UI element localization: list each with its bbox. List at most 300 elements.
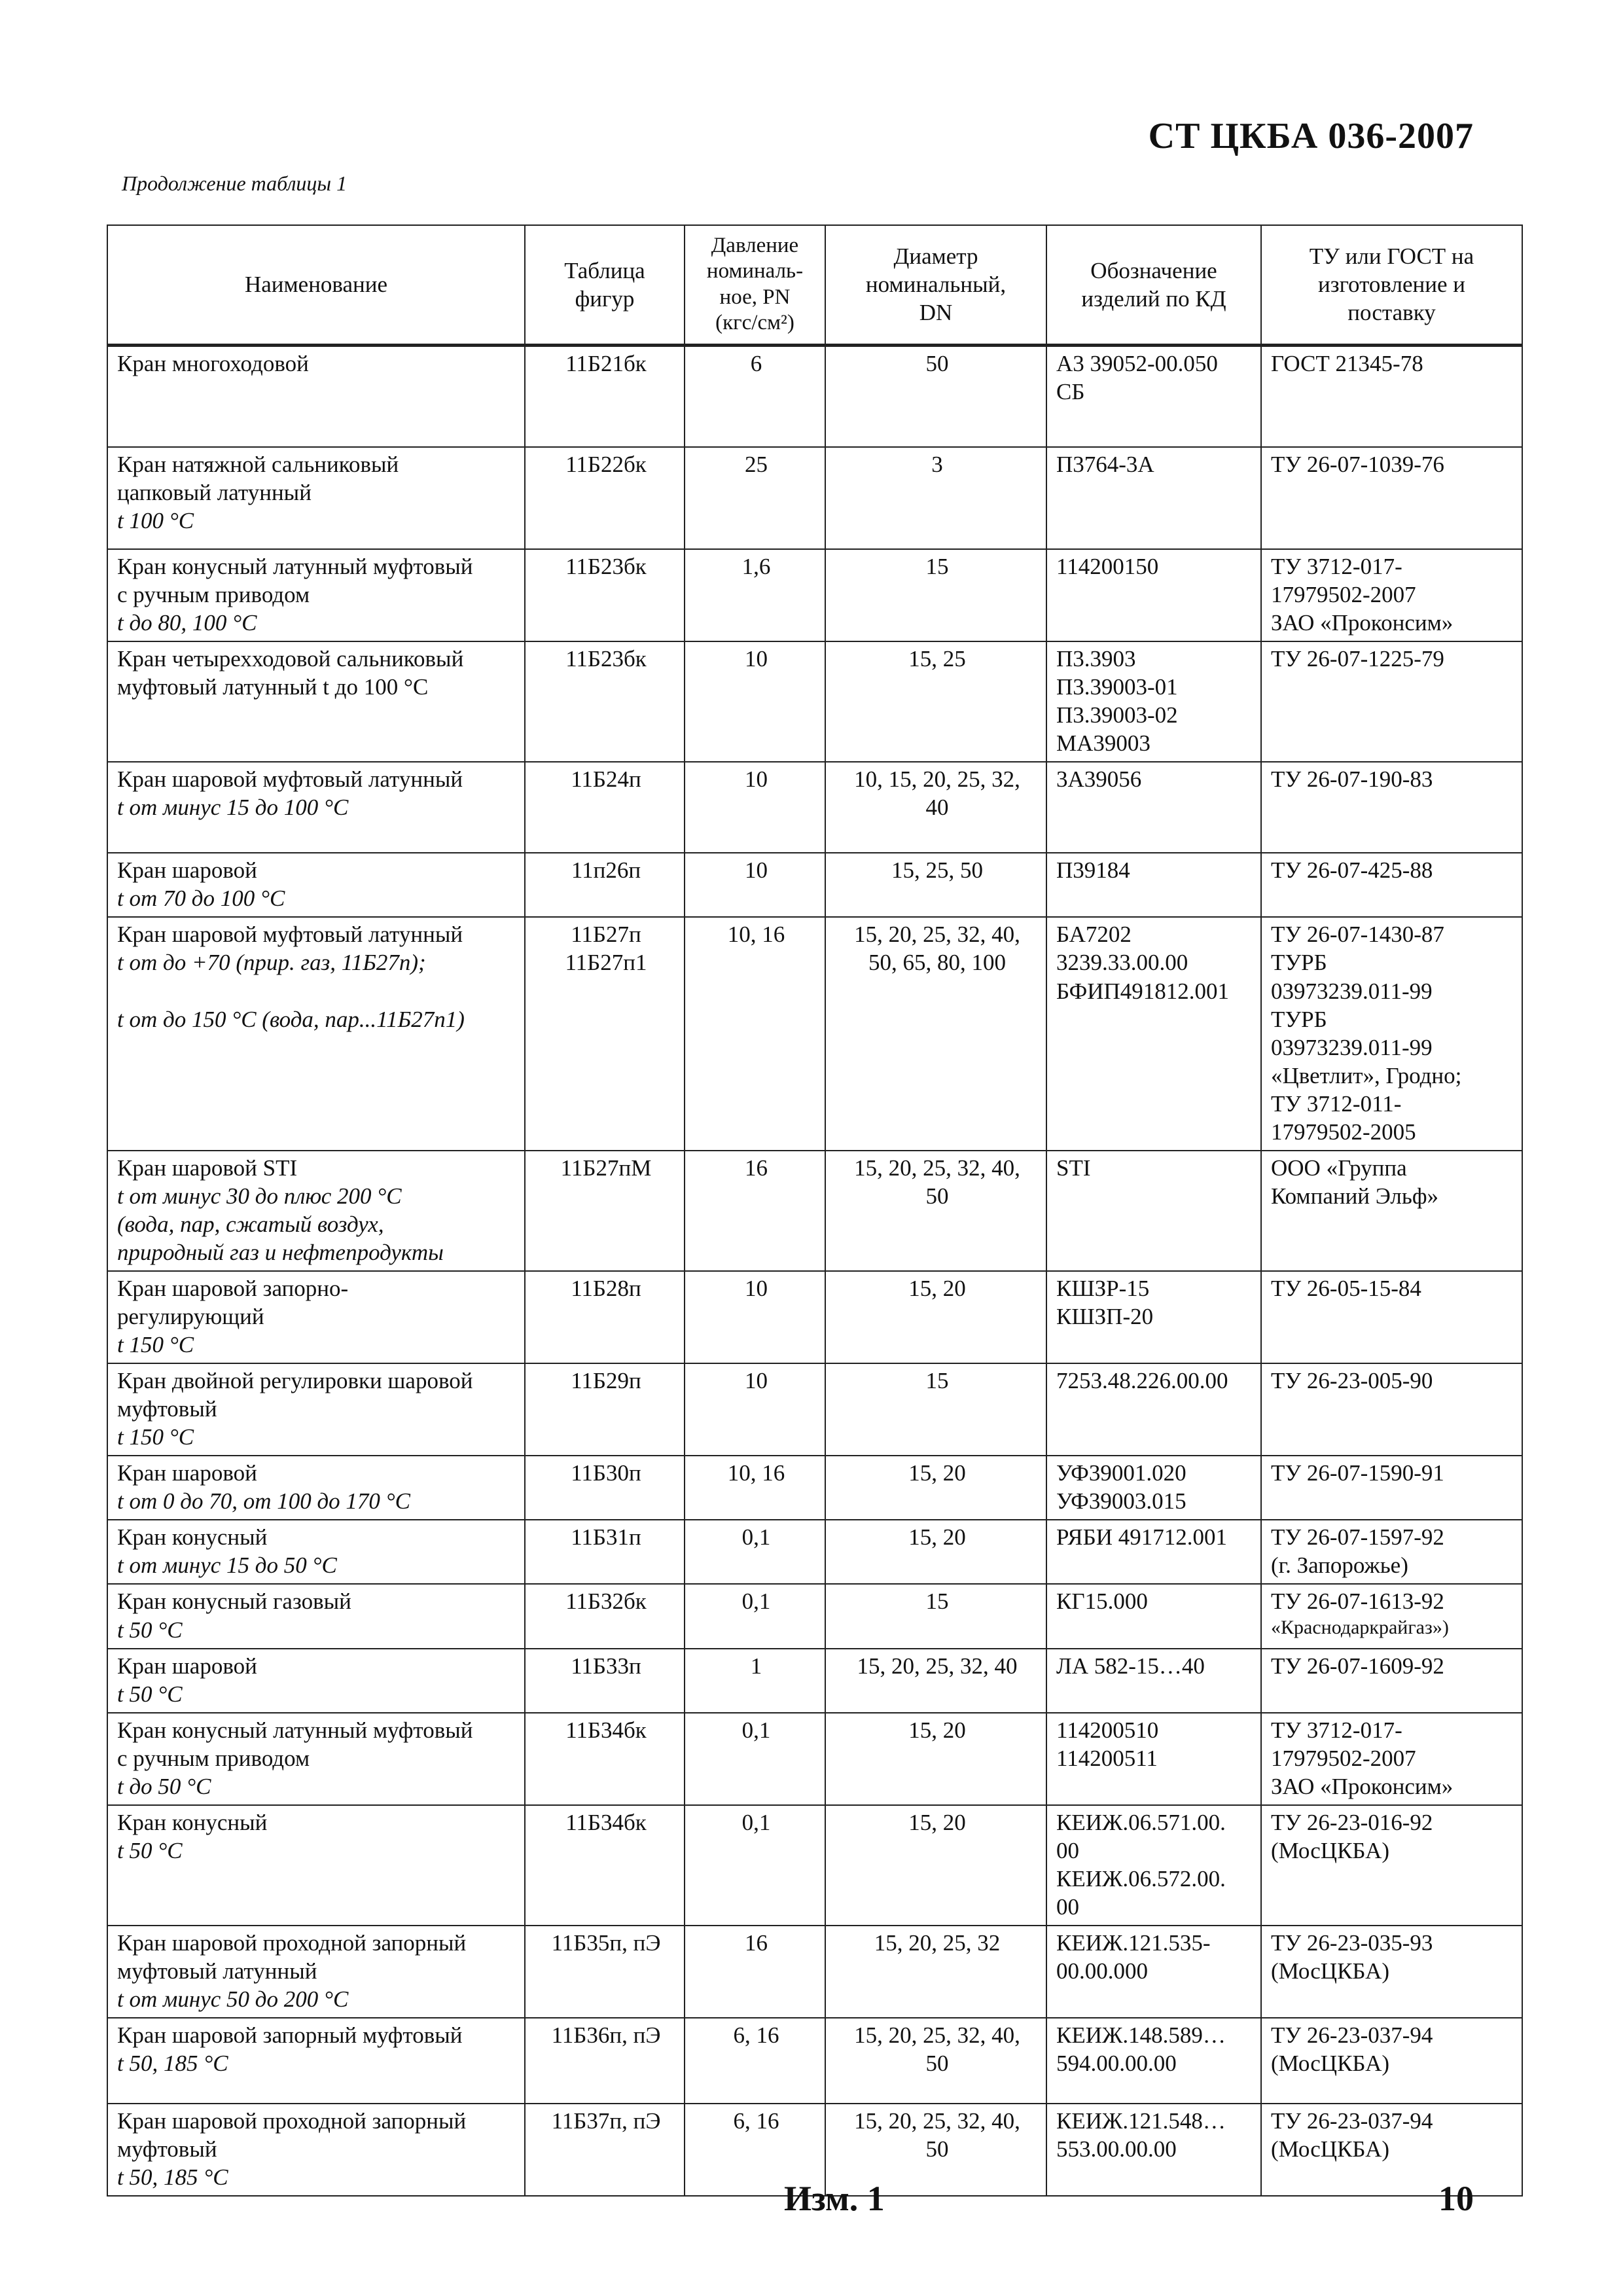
cell-pressure [685, 1713, 825, 1805]
cell-standard [1261, 1151, 1522, 1271]
cell-standard [1261, 1713, 1522, 1805]
standard-line: ТУ 26-07-425-88 [1271, 857, 1433, 884]
temperature-line: t 150 °C [117, 1424, 194, 1450]
cell-pressure [685, 2018, 825, 2104]
standard-line: ТУ 3712-017- [1271, 1717, 1402, 1743]
cell-standard [1261, 1926, 1522, 2018]
header-kd-designation [1046, 225, 1261, 345]
header-line: ТУ или ГОСТ на [1309, 243, 1474, 270]
cell-pressure [685, 1520, 825, 1584]
cell-standard [1261, 762, 1522, 853]
standard-line: ТУ 26-07-1613-92 [1271, 1588, 1444, 1615]
figure-line: 11Б32бк [565, 1588, 647, 1615]
name-line: Кран шаровой проходной запорный [117, 2108, 467, 2134]
temperature-line: t от до 150 °C (вода, пар...11Б27п1) [117, 1006, 465, 1032]
cell-name [107, 2018, 525, 2104]
header-line: Таблица [564, 257, 645, 283]
pressure-value: 0,1 [741, 1588, 771, 1615]
table-row [107, 1271, 1522, 1363]
cell-name [107, 1649, 525, 1713]
cell-pressure [685, 1805, 825, 1926]
table-row [107, 549, 1522, 641]
cell-diameter [825, 1926, 1046, 2018]
cell-figure [525, 1271, 685, 1363]
temperature-line: t от до +70 (прир. газ, 11Б27п); [117, 950, 426, 976]
kd-line: 114200510 [1056, 1717, 1159, 1743]
kd-line: КЕИЖ.06.571.00. [1056, 1809, 1226, 1835]
cell-name [107, 1363, 525, 1456]
table-row [107, 1363, 1522, 1456]
diameter-line: 50, 65, 80, 100 [868, 950, 1006, 976]
diameter-line: 15 [925, 554, 949, 579]
header-nominal-pressure [685, 225, 825, 345]
figure-line: 11Б36п, пЭ [551, 2022, 661, 2049]
table-row [107, 1649, 1522, 1713]
name-line: цапковый латунный [117, 480, 312, 506]
standard-line: 03973239.011-99 [1271, 978, 1433, 1004]
cell-diameter [825, 447, 1046, 549]
standard-line: (МосЦКБА) [1271, 1958, 1389, 1984]
cell-figure [525, 1713, 685, 1805]
kd-line: 114200511 [1056, 1745, 1158, 1771]
cell-pressure [685, 1926, 825, 2018]
name-line: муфтовый латунный [117, 1958, 317, 1984]
pressure-value: 10 [745, 857, 768, 884]
kd-line: БФИП491812.001 [1056, 978, 1230, 1004]
name-line: Кран конусный [117, 1524, 268, 1551]
header-standard [1261, 225, 1522, 345]
diameter-line: 15, 20, 25, 32, 40 [857, 1653, 1018, 1679]
cell-diameter [825, 1584, 1046, 1648]
diameter-line: 15 [925, 1368, 949, 1394]
cell-diameter [825, 641, 1046, 762]
cell-diameter [825, 549, 1046, 641]
figure-line: 11Б21бк [565, 350, 647, 376]
pressure-value: 16 [745, 1155, 768, 1181]
cell-kd [1046, 762, 1261, 853]
cell-diameter [825, 1713, 1046, 1805]
cell-kd [1046, 853, 1261, 917]
figure-line: 11Б27пМ [560, 1155, 652, 1181]
cell-standard [1261, 641, 1522, 762]
header-line: DN [919, 300, 953, 326]
cell-name [107, 1456, 525, 1520]
kd-line: А3 39052-00.050 [1056, 350, 1218, 376]
cell-kd [1046, 1649, 1261, 1713]
kd-line: 3239.33.00.00 [1056, 950, 1188, 976]
figure-line: 11Б27п1 [565, 950, 647, 976]
cell-kd [1046, 1271, 1261, 1363]
name-line: Кран конусный газовый [117, 1588, 351, 1615]
standard-line: ТУ 26-07-1597-92 [1271, 1524, 1444, 1551]
header-line: номинальный, [865, 272, 1007, 298]
cell-figure [525, 1520, 685, 1584]
header-line: Обозначение [1090, 257, 1217, 283]
name-line: Кран конусный [117, 1809, 268, 1835]
cell-standard [1261, 1363, 1522, 1456]
figure-line: 11Б23бк [565, 646, 647, 672]
name-line: Кран шаровой запорно- [117, 1275, 349, 1301]
name-line: Кран шаровой проходной запорный [117, 1929, 467, 1956]
cell-pressure [685, 1584, 825, 1648]
revision-mark: Изм. 1 [784, 2179, 885, 2218]
table-row [107, 1520, 1522, 1584]
name-line: Кран шаровой муфтовый латунный [117, 922, 463, 948]
cell-name [107, 549, 525, 641]
cell-standard [1261, 917, 1522, 1150]
temperature-line: t от минус 15 до 50 °C [117, 1552, 337, 1579]
standard-line: ТУРБ [1271, 1006, 1327, 1032]
header-name [107, 225, 525, 345]
header-line: Диаметр [893, 243, 978, 270]
kd-line: П3.39003-02 [1056, 702, 1178, 728]
figure-line: 11Б23бк [565, 554, 647, 579]
table-header [107, 225, 1522, 345]
kd-line: МА39003 [1056, 730, 1150, 757]
cell-pressure [685, 345, 825, 447]
temperature-line: t от минус 15 до 100 °C [117, 795, 349, 821]
pressure-value: 10, 16 [727, 922, 785, 948]
kd-line: РЯБИ 491712.001 [1056, 1524, 1227, 1551]
cell-diameter [825, 1805, 1046, 1926]
cell-kd [1046, 917, 1261, 1150]
cell-figure [525, 1649, 685, 1713]
header-figure-table [525, 225, 685, 345]
table-row [107, 1926, 1522, 2018]
standard-line: «Краснодаркрайгаз») [1271, 1616, 1449, 1638]
cell-diameter [825, 1520, 1046, 1584]
cell-figure [525, 549, 685, 641]
diameter-line: 15, 25, 50 [891, 857, 983, 884]
temperature-line: t 50 °C [117, 1681, 183, 1707]
cell-kd [1046, 1151, 1261, 1271]
standard-line: ТУ 26-23-037-94 [1271, 2022, 1433, 2049]
kd-line: УФ39001.020 [1056, 1460, 1186, 1486]
cell-name [107, 762, 525, 853]
kd-line: БА7202 [1056, 922, 1132, 948]
cell-figure [525, 345, 685, 447]
figure-line: 11Б35п, пЭ [551, 1929, 661, 1956]
name-line: с ручным приводом [117, 1745, 310, 1771]
kd-line: 00.00.000 [1056, 1958, 1148, 1984]
temperature-line: (вода, пар, сжатый воздух, [117, 1211, 384, 1237]
cell-kd [1046, 1520, 1261, 1584]
pressure-value: 0,1 [741, 1717, 771, 1743]
table-body [107, 345, 1522, 2196]
kd-line: КЕИЖ.121.548… [1056, 2108, 1226, 2134]
cell-name [107, 1926, 525, 2018]
pressure-value: 10 [745, 646, 768, 672]
cell-figure [525, 1456, 685, 1520]
kd-line: КЕИЖ.121.535- [1056, 1929, 1211, 1956]
figure-line: 11Б28п [571, 1275, 641, 1301]
standard-line: ЗАО «Проконсим» [1271, 1773, 1454, 1799]
figure-line: 11Б27п [571, 922, 641, 948]
diameter-line: 15, 20 [908, 1524, 966, 1551]
temperature-line: t до 50 °C [117, 1773, 211, 1799]
cell-diameter [825, 345, 1046, 447]
cell-figure [525, 2104, 685, 2196]
diameter-line: 15, 20, 25, 32, 40, [854, 1155, 1020, 1181]
name-line: Кран шаровой [117, 1653, 257, 1679]
cell-standard [1261, 1271, 1522, 1363]
cell-diameter [825, 1456, 1046, 1520]
diameter-line: 15, 20 [908, 1717, 966, 1743]
standard-line: ТУ 26-07-1430-87 [1271, 922, 1444, 948]
cell-kd [1046, 1456, 1261, 1520]
diameter-line: 15, 20 [908, 1809, 966, 1835]
standard-line: 03973239.011-99 [1271, 1034, 1433, 1060]
figure-line: 11Б37п, пЭ [551, 2108, 661, 2134]
cell-kd [1046, 1363, 1261, 1456]
header-line: изготовление и [1318, 272, 1465, 298]
temperature-line: t от минус 30 до плюс 200 °C [117, 1183, 402, 1209]
cell-standard [1261, 549, 1522, 641]
cell-figure [525, 1363, 685, 1456]
pressure-value: 1,6 [741, 554, 771, 579]
standard-line: 17979502-2007 [1271, 1745, 1416, 1771]
temperature-line: t от минус 50 до 200 °C [117, 1986, 349, 2013]
pressure-value: 10 [745, 766, 768, 793]
cell-name [107, 1271, 525, 1363]
diameter-line: 15, 20, 25, 32, 40, [854, 2022, 1020, 2049]
pressure-value: 10 [745, 1275, 768, 1301]
name-line: Кран натяжной сальниковый [117, 452, 399, 477]
diameter-line: 50 [925, 2136, 949, 2162]
name-line: муфтовый [117, 2136, 217, 2162]
standard-line: (МосЦКБА) [1271, 2136, 1389, 2162]
cell-pressure [685, 1271, 825, 1363]
standard-line: ТУ 26-07-1039-76 [1271, 452, 1444, 477]
cell-figure [525, 447, 685, 549]
kd-line: СБ [1056, 378, 1085, 404]
cell-pressure [685, 762, 825, 853]
figure-line: 11Б34бк [565, 1717, 647, 1743]
header-line: Давление [711, 233, 799, 257]
kd-line: 594.00.00.00 [1056, 2051, 1177, 2077]
standard-line: ТУ 26-23-005-90 [1271, 1368, 1433, 1394]
table-row [107, 762, 1522, 853]
cell-pressure [685, 1363, 825, 1456]
header-line: изделий по КД [1081, 285, 1226, 312]
figure-line: 11Б34бк [565, 1809, 647, 1835]
cell-name [107, 1713, 525, 1805]
cell-diameter [825, 853, 1046, 917]
diameter-line: 15, 20, 25, 32, 40, [854, 2108, 1020, 2134]
valve-specification-table [107, 224, 1523, 2197]
temperature-line: t 100 °C [117, 508, 194, 534]
cell-standard [1261, 1456, 1522, 1520]
name-line: муфтовый латунный t до 100 °C [117, 674, 429, 700]
diameter-line: 15, 25 [908, 646, 966, 672]
name-line: регулирующий [117, 1304, 264, 1330]
header-line: номиналь- [706, 259, 804, 283]
name-line: Кран конусный латунный муфтовый [117, 554, 473, 579]
cell-diameter [825, 1271, 1046, 1363]
cell-kd [1046, 1584, 1261, 1648]
cell-name [107, 2104, 525, 2196]
cell-pressure [685, 917, 825, 1150]
pressure-value: 0,1 [741, 1809, 771, 1835]
name-line: Кран конусный латунный муфтовый [117, 1717, 473, 1743]
name-line: Кран многоходовой [117, 350, 309, 376]
standard-line: ТУ 26-23-016-92 [1271, 1809, 1433, 1835]
standard-line: 17979502-2005 [1271, 1119, 1416, 1145]
diameter-line: 15, 20, 25, 32, 40, [854, 922, 1020, 948]
kd-line: КЕИЖ.148.589… [1056, 2022, 1226, 2049]
name-line: муфтовый [117, 1396, 217, 1422]
table-row [107, 1151, 1522, 1271]
table-row [107, 345, 1522, 447]
name-line: Кран шаровой STI [117, 1155, 298, 1181]
table-continuation-caption: Продолжение таблицы 1 [122, 171, 348, 195]
kd-line: STI [1056, 1155, 1091, 1181]
figure-line: 11Б33п [571, 1653, 641, 1679]
standard-line: ТУ 26-23-035-93 [1271, 1929, 1433, 1956]
figure-line: 11Б30п [571, 1460, 641, 1486]
header-line: Наименование [244, 272, 388, 298]
cell-name [107, 641, 525, 762]
header-line: поставку [1347, 300, 1436, 326]
temperature-line: t 150 °C [117, 1332, 194, 1358]
cell-kd [1046, 345, 1261, 447]
standard-line: ТУ 3712-011- [1271, 1090, 1402, 1117]
cell-kd [1046, 1713, 1261, 1805]
name-line: Кран шаровой муфтовый латунный [117, 766, 463, 793]
figure-line: 11п26п [571, 857, 641, 884]
figure-line: 11Б22бк [565, 452, 647, 477]
cell-figure [525, 917, 685, 1150]
table-row [107, 1713, 1522, 1805]
temperature-line: t 50 °C [117, 1837, 183, 1863]
cell-pressure [685, 447, 825, 549]
cell-name [107, 853, 525, 917]
kd-line: КШЗР-15 [1056, 1275, 1150, 1301]
cell-figure [525, 641, 685, 762]
pressure-value: 25 [745, 452, 768, 477]
table-row [107, 447, 1522, 549]
cell-pressure [685, 1649, 825, 1713]
temperature-line: t 50, 185 °C [117, 2164, 228, 2191]
name-line: Кран шаровой [117, 1460, 257, 1486]
cell-diameter [825, 1363, 1046, 1456]
cell-figure [525, 2018, 685, 2104]
table-row [107, 853, 1522, 917]
header-line: фигур [575, 285, 635, 312]
kd-line: УФ39003.015 [1056, 1488, 1186, 1515]
standard-line: «Цветлит», Гродно; [1271, 1062, 1462, 1088]
standard-line: ТУ 26-07-1590-91 [1271, 1460, 1444, 1486]
figure-line: 11Б31п [571, 1524, 641, 1551]
diameter-line: 15, 20 [908, 1275, 966, 1301]
diameter-line: 15, 20 [908, 1460, 966, 1486]
standard-line: ТУ 26-07-1609-92 [1271, 1653, 1444, 1679]
kd-line: 00 [1056, 1837, 1079, 1863]
cell-standard [1261, 2018, 1522, 2104]
cell-kd [1046, 1926, 1261, 2018]
standard-line: (МосЦКБА) [1271, 2051, 1389, 2077]
cell-pressure [685, 641, 825, 762]
table-row [107, 1805, 1522, 1926]
temperature-line: t от 70 до 100 °C [117, 886, 285, 912]
figure-line: 11Б24п [571, 766, 641, 793]
cell-standard [1261, 345, 1522, 447]
temperature-line [117, 977, 518, 1005]
cell-standard [1261, 1805, 1522, 1926]
standard-line: 17979502-2007 [1271, 582, 1416, 608]
temperature-line: природный газ и нефтепродукты [117, 1239, 444, 1265]
kd-line: П3.39003-01 [1056, 674, 1178, 700]
standard-line: ТУ 26-07-1225-79 [1271, 646, 1444, 672]
cell-standard [1261, 1584, 1522, 1648]
table-row [107, 2018, 1522, 2104]
cell-figure [525, 1584, 685, 1648]
standard-line: ТУ 26-07-190-83 [1271, 766, 1433, 793]
cell-diameter [825, 1649, 1046, 1713]
pressure-value: 1 [750, 1653, 762, 1679]
table-row [107, 917, 1522, 1150]
cell-diameter [825, 917, 1046, 1150]
cell-pressure [685, 549, 825, 641]
document-code: СТ ЦКБА 036-2007 [1148, 116, 1474, 156]
standard-line: Компаний Эльф» [1271, 1183, 1439, 1209]
table-row [107, 641, 1522, 762]
cell-standard [1261, 447, 1522, 549]
cell-kd [1046, 2018, 1261, 2104]
diameter-line: 3 [931, 452, 943, 477]
standard-line: ЗАО «Проконсим» [1271, 610, 1454, 636]
table-row [107, 1584, 1522, 1648]
cell-figure [525, 1805, 685, 1926]
standard-line: ТУ 26-05-15-84 [1271, 1275, 1421, 1301]
pressure-value: 10 [745, 1368, 768, 1394]
standard-line: (МосЦКБА) [1271, 1837, 1389, 1863]
name-line: Кран четырехходовой сальниковый [117, 646, 464, 672]
name-line: Кран двойной регулировки шаровой [117, 1368, 473, 1394]
header-line: (кгс/см²) [715, 311, 794, 335]
diameter-line: 50 [925, 2051, 949, 2077]
table-row [107, 1456, 1522, 1520]
standard-line: (г. Запорожье) [1271, 1552, 1408, 1579]
cell-figure [525, 1151, 685, 1271]
pressure-value: 6, 16 [733, 2022, 779, 2049]
diameter-line: 15 [925, 1588, 949, 1615]
cell-name [107, 1520, 525, 1584]
cell-figure [525, 1926, 685, 2018]
pressure-value: 16 [745, 1929, 768, 1956]
kd-line: 553.00.00.00 [1056, 2136, 1177, 2162]
temperature-line: t 50 °C [117, 1617, 183, 1643]
figure-line: 11Б29п [571, 1368, 641, 1394]
standard-line: ГОСТ 21345-78 [1271, 350, 1423, 376]
cell-standard [1261, 2104, 1522, 2196]
cell-name [107, 345, 525, 447]
pressure-value: 10, 16 [727, 1460, 785, 1486]
kd-line: ЛА 582-15…40 [1056, 1653, 1205, 1679]
kd-line: КШЗП-20 [1056, 1304, 1154, 1330]
cell-name [107, 1584, 525, 1648]
temperature-line: t от 0 до 70, от 100 до 170 °C [117, 1488, 411, 1515]
pressure-value: 0,1 [741, 1524, 771, 1551]
pressure-value: 6 [750, 350, 762, 376]
kd-line: 3А39056 [1056, 766, 1142, 793]
diameter-line: 15, 20, 25, 32 [874, 1929, 1001, 1956]
header-line: ное, PN [719, 285, 791, 309]
cell-kd [1046, 641, 1261, 762]
cell-standard [1261, 853, 1522, 917]
pressure-value: 6, 16 [733, 2108, 779, 2134]
kd-line: П3764-3А [1056, 452, 1154, 477]
